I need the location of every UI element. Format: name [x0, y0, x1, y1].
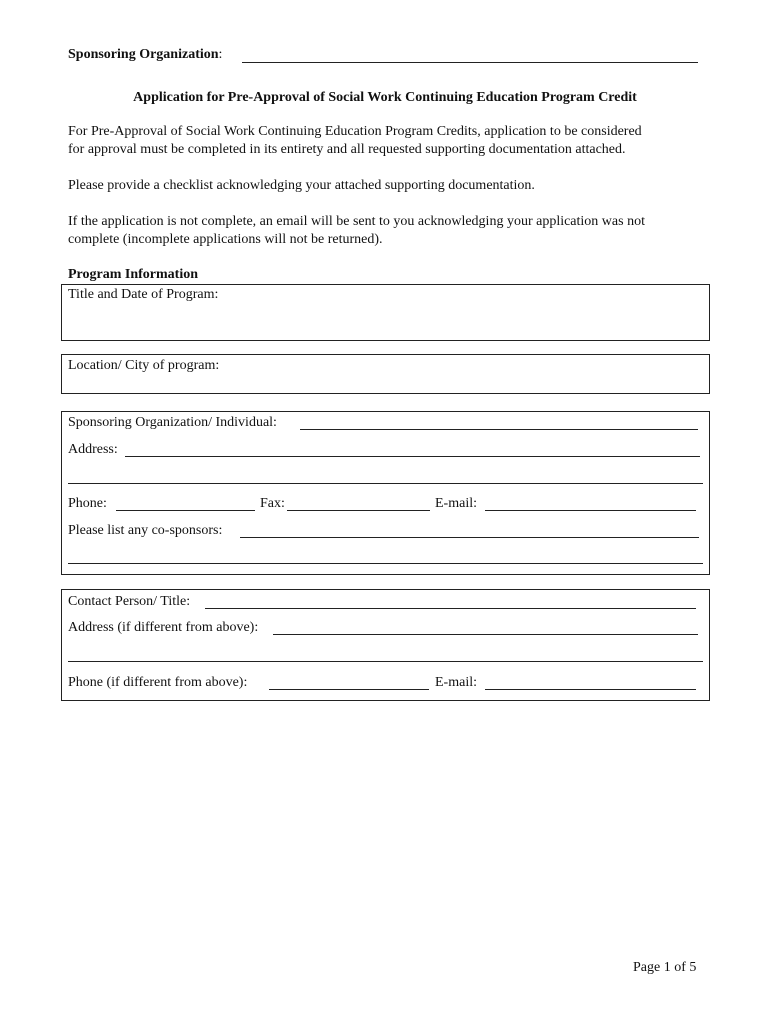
- intro-paragraph-3-line-2: complete (incomplete applications will not be returned).: [68, 232, 383, 247]
- page-number: Page 1 of 5: [633, 960, 697, 975]
- sponsoring-org-field[interactable]: [242, 62, 698, 63]
- contact-address-field[interactable]: [273, 634, 698, 635]
- sponsoring-org-header: [68, 47, 222, 63]
- contact-email-field[interactable]: [485, 689, 696, 690]
- contact-phone-label: Phone (if different from above):: [68, 675, 248, 690]
- contact-email-label: E-mail:: [435, 675, 477, 690]
- sponsor-fax-field[interactable]: [287, 510, 430, 511]
- intro-paragraph-1-line-2: for approval must be completed in its entirety and all requested supporting documentation attached.: [68, 142, 626, 157]
- contact-person-field[interactable]: [205, 608, 696, 609]
- intro-paragraph-3-line-1: If the application is not complete, an email will be sent to you acknowledging your application was not: [68, 214, 645, 229]
- cosponsors-line-2[interactable]: [68, 563, 703, 564]
- program-information-heading: Program Information: [68, 267, 198, 282]
- title-date-box[interactable]: [61, 284, 710, 341]
- document-title: Application for Pre-Approval of Social Work Continuing Education Program Credit: [133, 90, 637, 105]
- sponsoring-org-label: Sponsoring Organization: [68, 47, 219, 62]
- contact-address-label: Address (if different from above):: [68, 620, 259, 635]
- cosponsors-label: Please list any co-sponsors:: [68, 523, 223, 538]
- sponsor-phone-field[interactable]: [116, 510, 255, 511]
- title-date-label: Title and Date of Program:: [68, 287, 219, 302]
- sponsoring-org-colon: :: [218, 47, 223, 62]
- location-label: Location/ City of program:: [68, 358, 220, 373]
- contact-phone-field[interactable]: [269, 689, 429, 690]
- sponsor-email-field[interactable]: [485, 510, 696, 511]
- contact-box: [61, 589, 710, 701]
- sponsor-individual-field[interactable]: [300, 429, 698, 430]
- contact-person-label: Contact Person/ Title:: [68, 594, 191, 609]
- sponsor-box: [61, 411, 710, 575]
- sponsor-address-field[interactable]: [125, 456, 700, 457]
- sponsor-individual-label: Sponsoring Organization/ Individual:: [68, 415, 277, 430]
- cosponsors-field[interactable]: [240, 537, 699, 538]
- intro-paragraph-2: Please provide a checklist acknowledging your attached supporting documentation.: [68, 178, 535, 193]
- contact-address-line-2[interactable]: [68, 661, 703, 662]
- sponsor-address-label: Address:: [68, 442, 118, 457]
- sponsor-phone-label: Phone:: [68, 496, 107, 511]
- sponsor-address-line-2[interactable]: [68, 483, 703, 484]
- location-box[interactable]: [61, 354, 710, 394]
- sponsor-fax-label: Fax:: [260, 496, 285, 511]
- sponsor-email-label: E-mail:: [435, 496, 477, 511]
- intro-paragraph-1-line-1: For Pre-Approval of Social Work Continuing Education Program Credits, application to be considered: [68, 124, 642, 139]
